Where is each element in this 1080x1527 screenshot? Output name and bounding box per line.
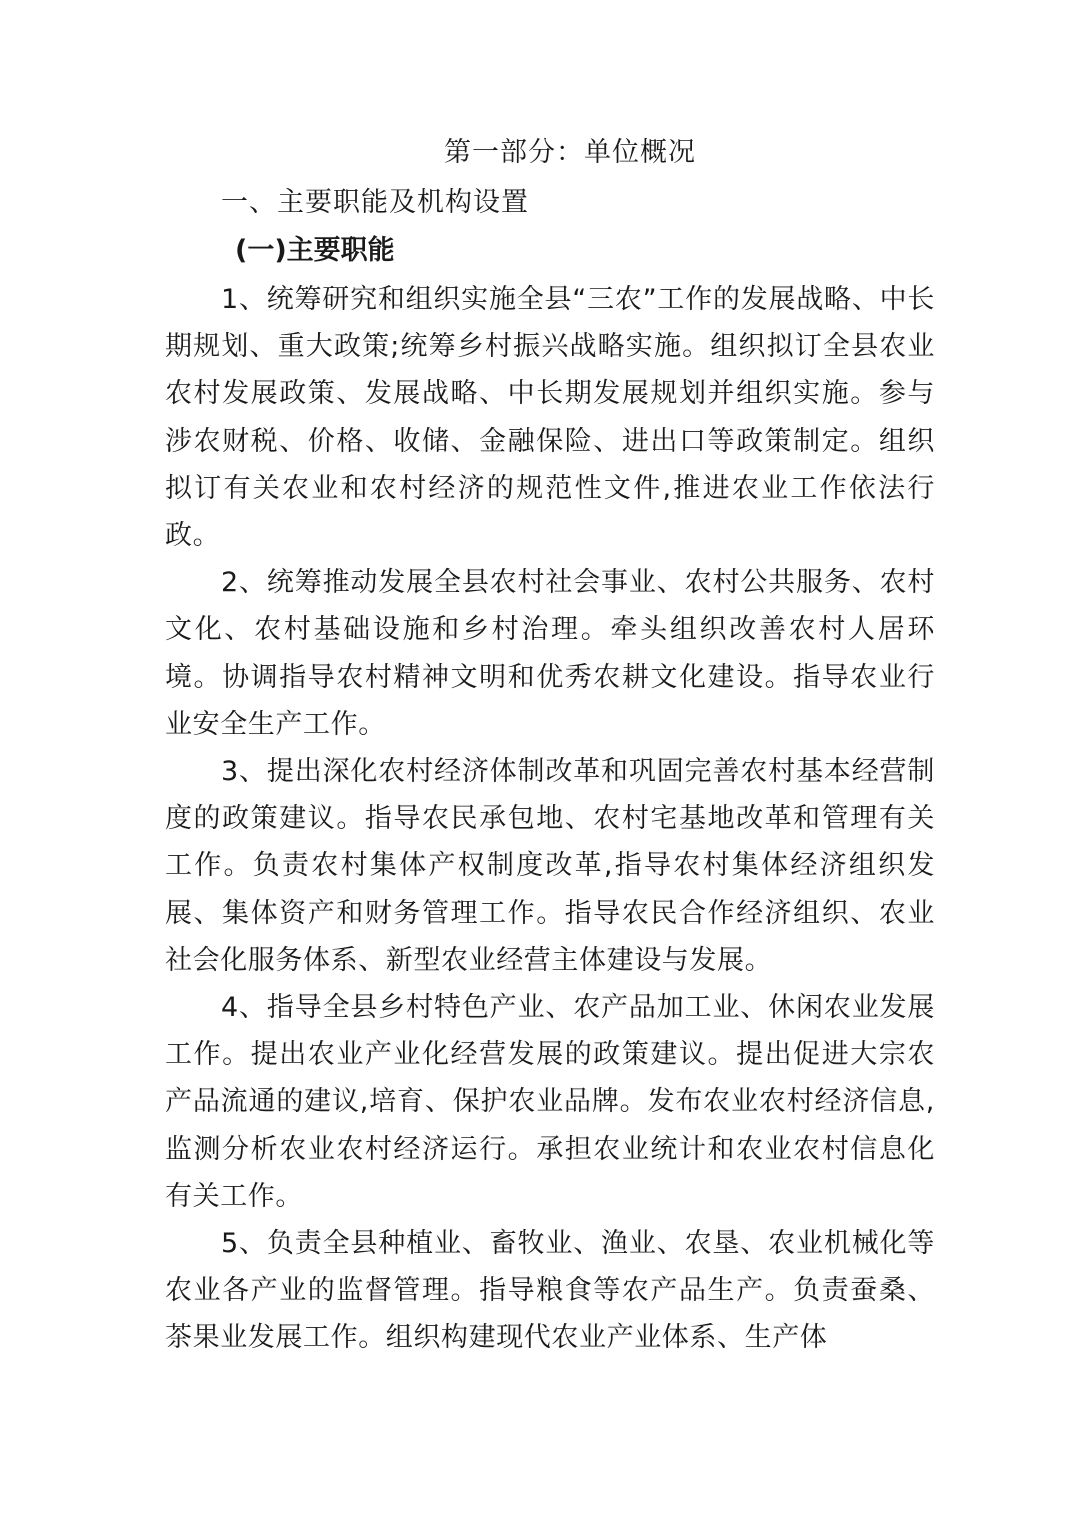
- sub-heading: (一)主要职能: [235, 235, 395, 266]
- paragraph-2: 2、统筹推动发展全县农村社会事业、农村公共服务、农村文化、农村基础设施和乡村治理。牵头组织改善农村人居环境。协调指导农村精神文明和优秀农耕文化建设。指导农业行业安全生产工作。: [165, 567, 935, 740]
- document-body: [165, 130, 935, 1362]
- paragraph-5: 5、负责全县种植业、畜牧业、渔业、农垦、农业机械化等农业各产业的监督管理。指导粮食等农产品生产。负责蚕桑、茶果业发展工作。组织构建现代农业产业体系、生产体: [165, 1228, 935, 1354]
- section-heading: 一、主要职能及机构设置: [221, 187, 529, 218]
- paragraph-1: 1、统筹研究和组织实施全县“三农”工作的发展战略、中长期规划、重大政策;统筹乡村振兴战略实施。组织拟订全县农业农村发展政策、发展战略、中长期发展规划并组织实施。参与涉农财税、价格、收储、金融保险、进出口等政策制定。组织拟订有关农业和农村经济的规范性文件,推进农业工作依法行政。: [165, 284, 935, 552]
- page-title: 第一部分：单位概况: [444, 137, 696, 168]
- paragraph-4: 4、指导全县乡村特色产业、农产品加工业、休闲农业发展工作。提出农业产业化经营发展的政策建议。提出促进大宗农产品流通的建议,培育、保护农业品牌。发布农业农村经济信息,监测分析农业农村经济运行。承担农业统计和农业农村信息化有关工作。: [165, 992, 935, 1212]
- paragraph-3: 3、提出深化农村经济体制改革和巩固完善农村基本经营制度的政策建议。指导农民承包地、农村宅基地改革和管理有关工作。负责农村集体产权制度改革,指导农村集体经济组织发展、集体资产和财务管理工作。指导农民合作经济组织、农业社会化服务体系、新型农业经营主体建设与发展。: [165, 756, 935, 976]
